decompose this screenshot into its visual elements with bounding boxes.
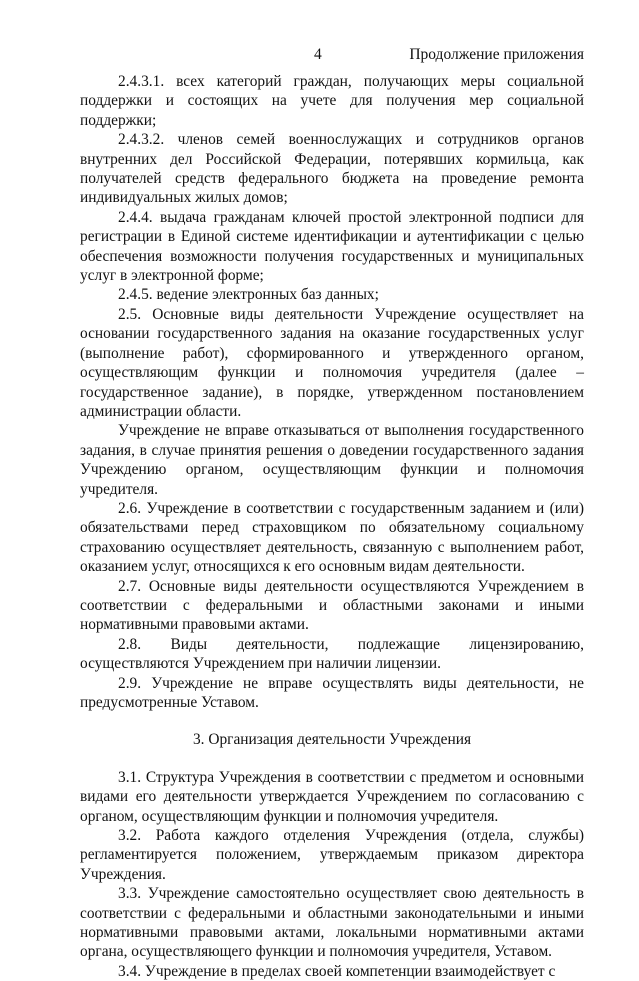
document-body [80, 72, 584, 981]
paragraph-2-4-3-1: 2.4.3.1. всех категорий граждан, получающих меры социальной поддержки и состоящих на учете для получения мер социальной поддержки; [80, 73, 584, 129]
paragraph-3-2: 3.2. Работа каждого отделения Учреждения (отдела, службы) регламентируется положением, утверждаемым приказом директора Учреждения. [80, 827, 584, 883]
paragraph-2-4-4: 2.4.4. выдача гражданам ключей простой электронной подписи для регистрации в Единой системе идентификации и аутентификации с целью обеспечения возможности получения государственных и муниципальных услуг в электронной форме; [80, 208, 584, 285]
paragraph-2-4-3-2: 2.4.3.2. членов семей военнослужащих и сотрудников органов внутренних дел Российской Федерации, потерявших кормильца, как получателей средств федерального бюджета на проведение ремонта индивидуальных жилых домов; [80, 131, 584, 207]
paragraph-3-1: 3.1. Структура Учреждения в соответствии с предметом и основными видами его деятельности утверждается Учреждением по согласованию с органом, осуществляющим функции и полномочия учредителя. [80, 768, 584, 825]
paragraph-2-4-5: 2.4.5. ведение электронных баз данных; [118, 286, 379, 304]
paragraph-2-6: 2.6. Учреждение в соответствии с государственным заданием и (или) обязательствами перед страховщиком по обязательному социальному страхованию осуществляет деятельность, связанную с выполнением работ, оказанием услуг, относящихся к его основным видам деятельности. [80, 499, 584, 576]
page-header [80, 46, 584, 68]
paragraph-2-5-continued: Учреждение не вправе отказываться от выполнения государственного задания, в случае принятия решения о доведении государственного задания Учреждению органом, осуществляющим функции и полномочия учредителя. [80, 422, 584, 498]
paragraph-3-3: 3.3. Учреждение самостоятельно осуществляет свою деятельность в соответствии с федеральными и областными законодательными и иными нормативными правовыми актами, локальными нормативными актами органа, осуществляющего функции и полномочия учредителя, Уставом. [80, 885, 584, 961]
paragraph-3-4: 3.4. Учреждение в пределах своей компетенции взаимодействует с [118, 962, 556, 980]
paragraph-2-8: 2.8. Виды деятельности, подлежащие лицензированию, осуществляются Учреждением при наличии лицензии. [80, 635, 584, 673]
paragraph-2-7: 2.7. Основные виды деятельности осуществляются Учреждением в соответствии с федеральными и областными законами и иными нормативными правовыми актами. [80, 577, 584, 634]
page-number: 4 [314, 46, 322, 63]
paragraph-2-5: 2.5. Основные виды деятельности Учреждение осуществляет на основании государственного задания на оказание государственных услуг (выполнение работ), сформированного и утвержденного органом, осуществляющим функции и полномочия учредителя (далее – государственное задание), в порядке, утвержденном постановлением администрации области. [80, 305, 584, 420]
continuation-note: Продолжение приложения [409, 46, 584, 63]
section-heading: 3. Организация деятельности Учреждения [192, 731, 472, 749]
paragraph-2-9: 2.9. Учреждение не вправе осуществлять виды деятельности, не предусмотренные Уставом. [80, 674, 584, 711]
